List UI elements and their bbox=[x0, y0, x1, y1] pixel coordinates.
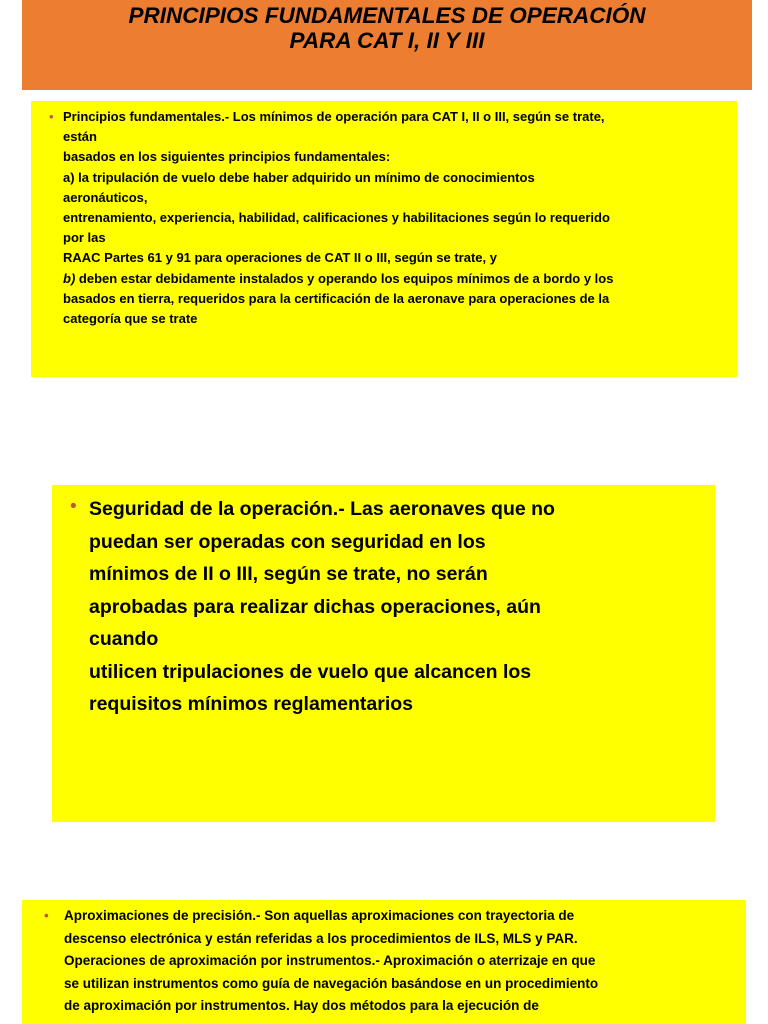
principles-line-b bbox=[63, 269, 723, 289]
safety-line: mínimos de II o III, según se trate, no serán bbox=[89, 563, 488, 585]
bullet-icon: • bbox=[49, 109, 54, 124]
title-banner bbox=[22, 0, 752, 90]
principles-line: por las bbox=[63, 230, 106, 246]
bullet-icon: • bbox=[44, 908, 49, 923]
principles-line: basados en los siguientes principios fundamentales: bbox=[63, 149, 391, 165]
precision-line: Aproximaciones de precisión.- Son aquellas aproximaciones con trayectoria de bbox=[64, 908, 575, 923]
page-title-line-1: PRINCIPIOS FUNDAMENTALES DE OPERACIÓN bbox=[128, 3, 646, 28]
precision-line: se utilizan instrumentos como guía de navegación basándose en un procedimiento bbox=[64, 975, 599, 991]
principles-bullet-item bbox=[49, 107, 723, 329]
principles-line: RAAC Partes 61 y 91 para operaciones de CAT II o III, según se trate, y bbox=[63, 250, 497, 266]
page-title-line-2: PARA CAT I, II Y III bbox=[289, 28, 485, 53]
safety-line: utilicen tripulaciones de vuelo que alcancen los bbox=[89, 660, 532, 683]
precision-bullet-item bbox=[44, 905, 738, 1018]
safety-line: Seguridad de la operación.- Las aeronaves que no bbox=[89, 498, 555, 520]
principles-line: aeronáuticos, bbox=[63, 189, 148, 205]
precision-line: de aproximación por instrumentos. Hay dos métodos para la ejecución de bbox=[64, 998, 539, 1014]
principles-line: basados en tierra, requeridos para la certificación de la aeronave para operaciones de la bbox=[63, 290, 610, 306]
principles-line: categoría que se trate bbox=[63, 311, 198, 327]
principles-line: están bbox=[63, 129, 97, 145]
precision-approach-box bbox=[22, 900, 746, 1024]
safety-line: cuando bbox=[89, 628, 159, 650]
item-b-text: deben estar debidamente instalados y operando los equipos mínimos de a bordo y los bbox=[75, 270, 614, 286]
safety-bullet-item bbox=[70, 493, 705, 721]
principles-box bbox=[31, 101, 737, 377]
safety-box bbox=[52, 485, 715, 822]
safety-line: aprobadas para realizar dichas operaciones, aún bbox=[89, 595, 541, 618]
principles-line: Principios fundamentales.- Los mínimos de operación para CAT I, II o III, según se trate, bbox=[63, 109, 605, 124]
safety-line: puedan ser operadas con seguridad en los bbox=[89, 530, 486, 553]
safety-line: requisitos mínimos reglamentarios bbox=[89, 693, 414, 715]
principles-line: entrenamiento, experiencia, habilidad, calificaciones y habilitaciones según lo requerido bbox=[63, 210, 610, 226]
precision-line: Operaciones de aproximación por instrumentos.- Aproximación o aterrizaje en que bbox=[64, 953, 596, 969]
bullet-icon: • bbox=[70, 496, 77, 517]
item-b-marker: b) bbox=[63, 270, 76, 286]
principles-line: a) la tripulación de vuelo debe haber adquirido un mínimo de conocimientos bbox=[63, 169, 535, 185]
precision-line: descenso electrónica y están referidas a los procedimientos de ILS, MLS y PAR. bbox=[64, 930, 578, 946]
